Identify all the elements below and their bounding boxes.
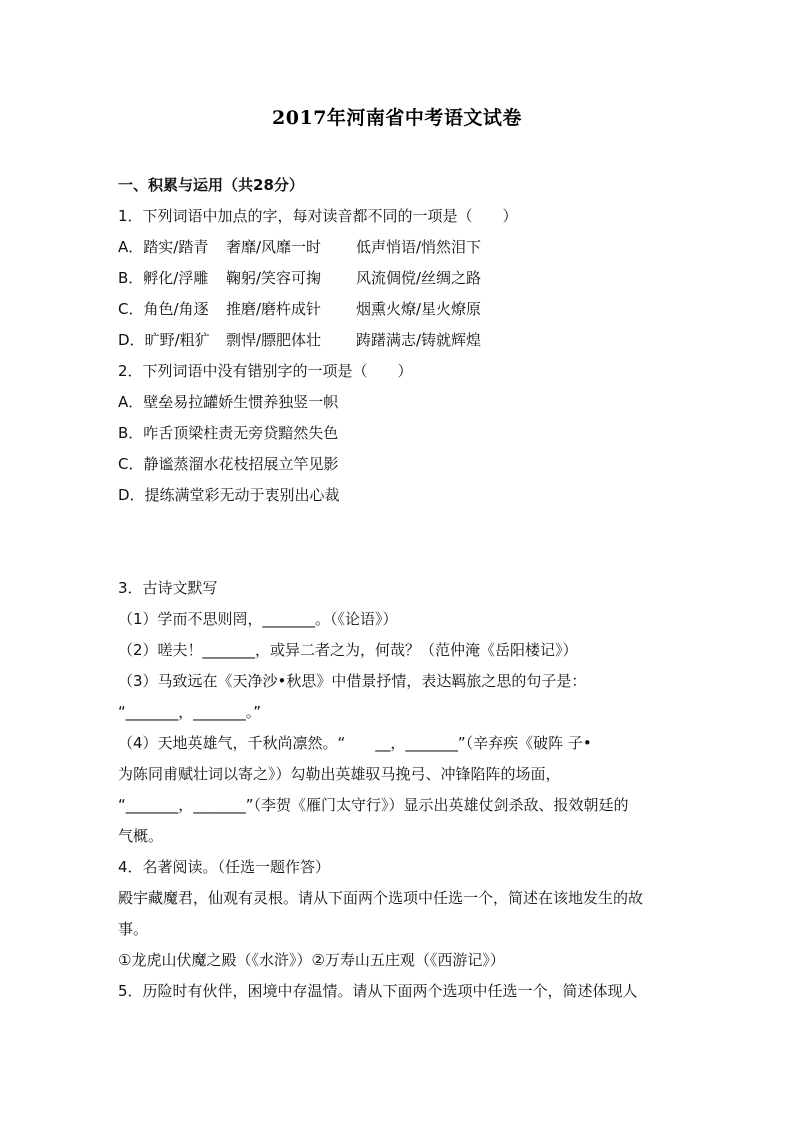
option-c-part2: 推磨/磨杵成针 <box>226 300 322 318</box>
option-b-part1 <box>118 263 226 294</box>
question-3-item-4-line-3: “_______，_______”（李贺《雁门太守行》）显示出英雄仗剑杀敌、报效朝廷的 <box>118 796 629 814</box>
question-2-option-b: B．咋舌顶梁柱责无旁贷黯然失色 <box>118 424 339 442</box>
option-text: 踏实/踏青 <box>143 238 209 256</box>
option-label: B． <box>118 269 144 287</box>
question-1-option-a <box>118 232 680 263</box>
question-1-stem: 1．下列词语中加点的字，每对读音都不同的一项是（ ） <box>118 207 518 225</box>
question-3-item-2: （2）嗟夫！_______，或异二者之为，何哉？（范仲淹《岳阳楼记》） <box>118 641 578 659</box>
option-c-part3: 烟熏火燎/星火燎原 <box>356 300 482 318</box>
option-c-part1 <box>118 294 226 325</box>
option-a-part3: 低声悄语/悄然泪下 <box>356 238 482 256</box>
question-4-choices: ①龙虎山伏魔之殿（《水浒》）②万寿山五庄观（《西游记》） <box>118 951 505 969</box>
exam-content <box>118 170 680 1007</box>
section-heading: 一、积累与运用（共28分） <box>118 176 304 194</box>
option-d-part1 <box>118 325 226 356</box>
option-a-part1 <box>118 232 226 263</box>
question-2-option-d: D．提练满堂彩无动于衷别出心裁 <box>118 486 340 504</box>
option-text: 旷野/粗犷 <box>144 331 210 349</box>
option-a-part2: 奢靡/风靡一时 <box>226 238 322 256</box>
question-1-option-c <box>118 294 680 325</box>
question-3-item-4-line-4: 气概。 <box>118 827 164 845</box>
option-label: D． <box>118 331 145 349</box>
exam-title: 2017年河南省中考语文试卷 <box>272 107 522 129</box>
option-label: A． <box>118 238 144 256</box>
question-2-option-c: C．静谧蒸溜水花枝招展立竿见影 <box>118 455 339 473</box>
question-4-text-line-1: 殿宇藏魔君，仙观有灵根。请从下面两个选项中任选一个，简述在该地发生的故 <box>118 889 644 907</box>
question-2-stem: 2．下列词语中没有错别字的一项是（ ） <box>118 362 413 380</box>
question-1-option-b <box>118 263 680 294</box>
question-3-stem: 3．古诗文默写 <box>118 579 218 597</box>
option-b-part3: 风流倜傥/丝绸之路 <box>356 269 482 287</box>
question-3-item-4-line-2: 为陈同甫赋壮词以寄之》）勾勒出英雄驭马挽弓、冲锋陷阵的场面， <box>118 765 561 783</box>
blank-gap <box>118 511 680 573</box>
question-3-item-1: （1）学而不思则罔，_______。（《论语》） <box>118 610 398 628</box>
question-3-item-3-line-2: “_______，_______。” <box>118 703 262 721</box>
option-d-part2: 剽悍/膘肥体壮 <box>226 331 322 349</box>
option-b-part2: 鞠躬/笑容可掬 <box>226 269 322 287</box>
question-5-stem: 5．历险时有伙伴，困境中存温情。请从下面两个选项中任选一个，简述体现人 <box>118 982 638 1000</box>
question-4-text-line-2: 事。 <box>118 920 149 938</box>
option-text: 角色/角逐 <box>143 300 209 318</box>
option-label: C． <box>118 300 144 318</box>
question-3-item-3-line-1: （3）马致远在《天净沙•秋思》中借景抒情，表达羁旅之思的句子是： <box>118 672 587 690</box>
question-4-stem: 4．名著阅读。（任选一题作答） <box>118 858 331 876</box>
question-2-option-a: A．壁垒易拉罐娇生惯养独竖一帜 <box>118 393 339 411</box>
question-1-option-d <box>118 325 680 356</box>
question-3-item-4-line-1: （4）天地英雄气，千秋尚凛然。“ __，_______”（辛弃疾《破阵 子• <box>118 734 592 752</box>
option-d-part3: 踌躇满志/铸就辉煌 <box>356 331 482 349</box>
option-text: 孵化/浮雕 <box>143 269 209 287</box>
